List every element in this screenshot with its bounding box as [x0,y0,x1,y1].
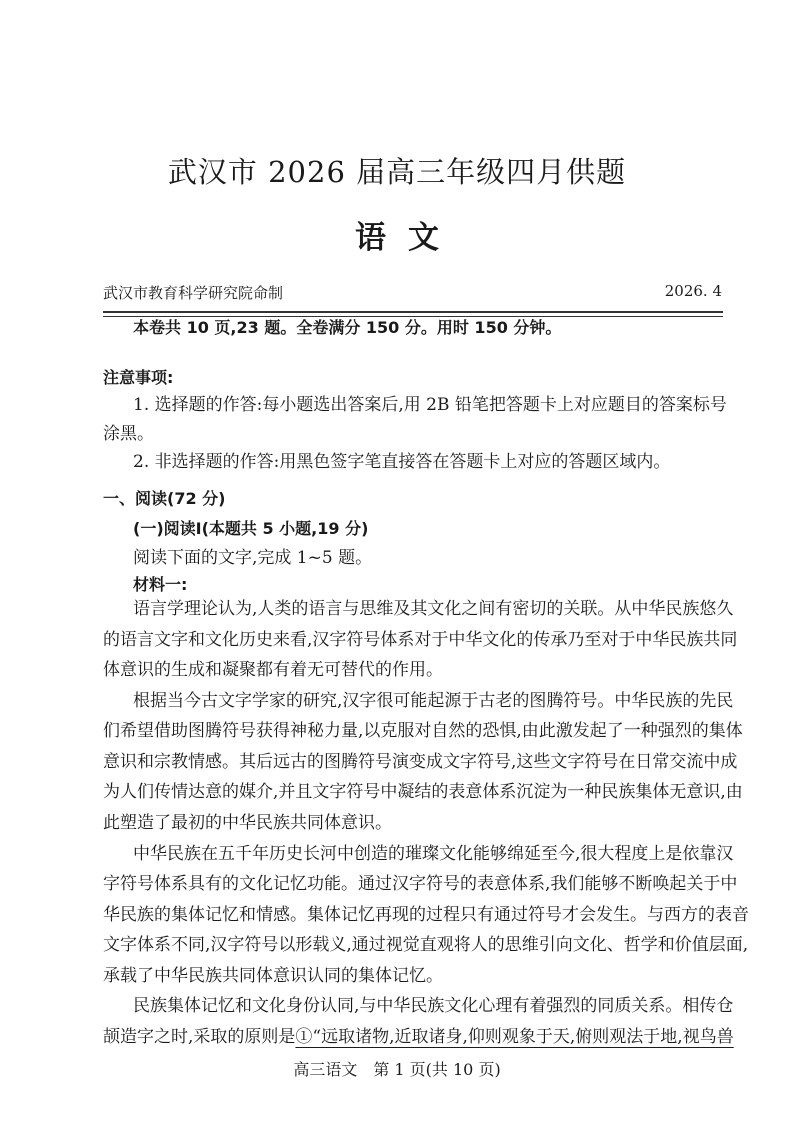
notes-heading: 注意事项: [103,368,174,387]
passage-line: 承载了中华民族共同体意识认同的集体记忆。 [103,966,443,986]
passage-line: 华民族的集体记忆和情感。集体记忆再现的过程只有通过符号才会发生。与西方的表音 [103,905,749,925]
page-footer: 高三语文 第 1 页(共 10 页) [293,1060,501,1079]
passage-line: 们希望借助图腾符号获得神秘力量,以克服对自然的恐惧,由此激发起了一种强烈的集体 [103,721,743,741]
underlined-quote: ①“远取诸物,近取诸身,仰则观象于天,俯则观法于地,视鸟兽 [295,1027,734,1047]
passage-line: 字符号体系具有的文化记忆功能。通过汉字符号的表意体系,我们能够不断唤起关于中 [103,874,738,894]
instruction: 阅读下面的文字,完成 1~5 题。 [133,548,373,568]
header-rule [103,311,723,313]
note-1: 1. 选择题的作答:每小题选出答案后,用 2B 铅笔把答题卡上对应题目的答案标号 [133,395,727,415]
sub-section-heading: (一)阅读Ⅰ(本题共 5 小题,19 分) [133,519,369,538]
publisher: 武汉市教育科学研究院命制 [103,284,284,302]
passage-line: 意识和宗教情感。其后远古的图腾符号演变成文字符号,这些文字符号在日常交流中成 [103,752,738,772]
passage-line: 为人们传情达意的媒介,并且文字符号中凝结的表意体系沉淀为一种民族集体无意识,由 [103,782,743,802]
note-2: 2. 非选择题的作答:用黑色签字笔直接答在答题卡上对应的答题区域内。 [133,452,671,472]
section-heading: 一、阅读(72 分) [103,489,226,508]
passage-line: 体意识的生成和凝聚都有着无可替代的作用。 [103,660,443,680]
passage-line: 此塑造了最初的中华民族共同体意识。 [103,813,392,833]
exam-summary: 本卷共 10 页,23 题。全卷满分 150 分。用时 150 分钟。 [133,318,562,337]
passage-text: 颉造字之时,采取的原则是 [103,1027,296,1047]
passage-line: 根据当今古文字学家的研究,汉字很可能起源于古老的图腾符号。中华民族的先民 [133,691,734,711]
passage-line: 文字体系不同,汉字符号以形载义,通过视觉直观将人的思维引向文化、哲学和价值层面, [103,935,749,955]
passage-line: 民族集体记忆和文化身份认同,与中华民族文化心理有着强烈的同质关系。相传仓 [133,996,734,1016]
passage-line: 的语言文字和文化历史来看,汉字符号体系对于中华文化的传承乃至对于中华民族共同 [103,630,738,650]
exam-date: 2026. 4 [664,282,722,300]
subject-title: 语文 [355,220,461,256]
material-label: 材料一: [133,575,188,594]
passage-line: 中华民族在五千年历史长河中创造的璀璨文化能够绵延至今,很大程度上是依靠汉 [133,844,734,864]
exam-title: 武汉市 2026 届高三年级四月供题 [167,155,627,189]
passage-line: 语言学理论认为,人类的语言与思维及其文化之间有密切的关联。从中华民族悠久 [133,599,734,619]
passage-last-line [103,1025,734,1049]
note-1-cont: 涂黑。 [103,424,154,444]
